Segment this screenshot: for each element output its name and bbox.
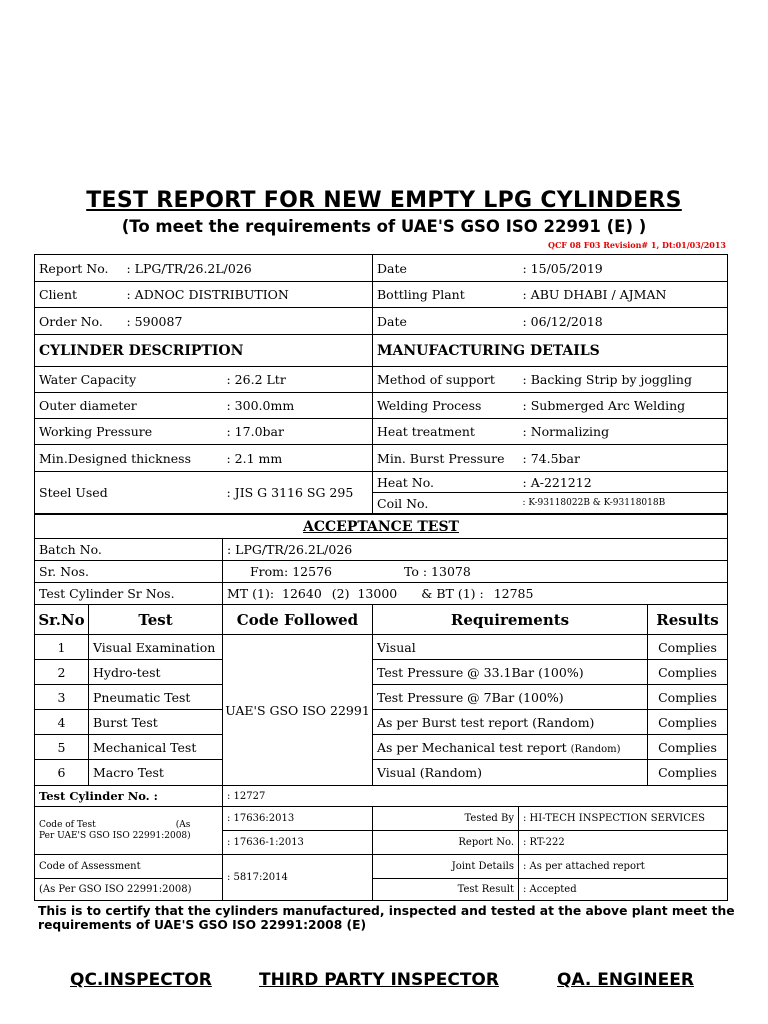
description-table [34,334,728,514]
batch-no-label: Batch No. [35,539,223,561]
welding-value: : Submerged Arc Welding [519,393,728,419]
table-row [35,660,728,685]
bt1-value: 12785 [493,586,534,601]
min-thickness-value: : 2.1 mm [223,445,373,472]
test-cylinder-no-value: : 12727 [223,786,728,807]
welding-label: Welding Process [373,393,519,419]
test-cylinder-sr-label: Test Cylinder Sr Nos. [35,583,223,605]
tests-table [34,604,728,786]
order-no-value: : 590087 [123,308,373,335]
tested-by-label: Tested By [373,807,519,831]
table-row [35,735,728,760]
table-row [35,539,728,561]
test-cell: Hydro-test [89,660,223,685]
date-value: : 15/05/2019 [519,255,728,282]
bt1-label: & BT (1) : [421,586,484,601]
table-row [35,255,728,282]
requirement-cell [373,685,648,710]
requirement-text: Visual [377,639,416,655]
mt2-label: (2) [331,586,350,601]
result-cell: Complies [648,660,728,685]
requirement-cell [373,635,648,660]
table-row [35,583,728,605]
water-capacity-value: : 26.2 Ltr [223,367,373,393]
client-value: : ADNOC DISTRIBUTION [123,282,373,308]
qa-engineer-signature: QA. ENGINEER [557,970,694,990]
bottling-plant-label: Bottling Plant [373,282,519,308]
result-cell: Complies [648,710,728,735]
table-row [35,855,728,879]
requirement-cell [373,735,648,760]
cylinder-description-heading: CYLINDER DESCRIPTION [35,335,373,367]
mt1-label: MT (1): [227,586,275,601]
sr-cell: 2 [35,660,89,685]
order-no-label: Order No. [35,308,123,335]
outer-diameter-value: : 300.0mm [223,393,373,419]
table-row [35,685,728,710]
test-result-value: : Accepted [519,879,728,901]
code-of-test-label [35,807,223,855]
col-requirements-header: Requirements [373,605,648,635]
table-row [35,367,728,393]
code-of-assessment-label-b: (As Per GSO ISO 22991:2008) [35,879,223,901]
certification-text: This is to certify that the cylinders manufactured, inspected and tested at the above plant meet the requirements of UAE'S GSO ISO 22991:2008 (E) [38,904,735,932]
tested-by-value: : HI-TECH INSPECTION SERVICES [519,807,728,831]
sr-cell: 1 [35,635,89,660]
table-row [35,445,728,472]
requirement-cell [373,660,648,685]
sr-cell: 4 [35,710,89,735]
report-no-value: : LPG/TR/26.2L/026 [123,255,373,282]
table-row [35,786,728,807]
report-no-label: Report No. [35,255,123,282]
acceptance-test-heading: ACCEPTANCE TEST [35,515,728,539]
to-value: 13078 [431,564,471,579]
code-of-test-1: : 17636:2013 [223,807,373,831]
table-row [35,605,728,635]
working-pressure-label: Working Pressure [35,419,223,445]
code-of-assessment-label: Code of Assessment [35,855,223,879]
from-value: 12576 [292,564,332,579]
result-cell: Complies [648,760,728,786]
manufacturing-details-heading: MANUFACTURING DETAILS [373,335,728,367]
test-cell: Macro Test [89,760,223,786]
col-test-header: Test [89,605,223,635]
joint-details-label: Joint Details [373,855,519,879]
code-followed-cell: UAE'S GSO ISO 22991 [223,635,373,786]
code-of-test-2: : 17636-1:2013 [223,831,373,855]
requirement-text: As per Mechanical test report [377,739,571,755]
report-no-value-2: : RT-222 [519,831,728,855]
test-cell: Pneumatic Test [89,685,223,710]
result-cell: Complies [648,685,728,710]
table-row [35,472,728,493]
report-no-label-2: Report No. [373,831,519,855]
requirement-note: (Random) [570,743,621,755]
requirement-text: As per Burst test report (Random) [377,714,595,730]
coil-no-label: Coil No. [373,493,519,514]
test-result-label: Test Result [373,879,519,901]
requirement-text: Visual (Random) [377,765,483,780]
sr-cell: 6 [35,760,89,786]
requirement-cell [373,760,648,786]
outer-diameter-label: Outer diameter [35,393,223,419]
col-results-header: Results [648,605,728,635]
batch-no-value: : LPG/TR/26.2L/026 [223,539,728,561]
report-title: TEST REPORT FOR NEW EMPTY LPG CYLINDERS [86,188,682,213]
test-cell: Mechanical Test [89,735,223,760]
table-row [35,393,728,419]
col-srno-header: Sr.No [35,605,89,635]
code-of-test-label-c: Per UAE'S GSO ISO 22991:2008) [39,830,191,841]
table-row [35,308,728,335]
requirement-text: Test Pressure @ 33.1Bar (100%) [377,664,584,680]
table-row [35,807,728,831]
table-row [35,710,728,735]
to-label: To : [403,564,428,579]
sr-cell: 3 [35,685,89,710]
min-thickness-label: Min.Designed thickness [35,445,223,472]
requirement-text: Test Pressure @ 7Bar (100%) [377,689,564,705]
date-label: Date [373,255,519,282]
code-of-test-label-a: Code of Test [39,819,96,830]
water-capacity-label: Water Capacity [35,367,223,393]
mt1-value: 12640 [282,586,322,601]
order-date-value: : 06/12/2018 [519,308,728,335]
acceptance-table [34,514,728,605]
table-row [35,335,728,367]
result-cell: Complies [648,635,728,660]
test-cylinder-sr-value [223,583,728,605]
test-cylinder-no-label: Test Cylinder No. : [35,786,223,807]
from-label: From: [250,564,289,579]
table-row [35,561,728,583]
table-row [35,879,728,901]
burst-pressure-value: : 74.5bar [519,445,728,472]
bottling-plant-value: : ABU DHABI / AJMAN [519,282,728,308]
order-date-label: Date [373,308,519,335]
test-cell: Burst Test [89,710,223,735]
joint-details-value: : As per attached report [519,855,728,879]
info-table [34,254,728,335]
client-label: Client [35,282,123,308]
method-value: : Backing Strip by joggling [519,367,728,393]
method-label: Method of support [373,367,519,393]
heat-treatment-value: : Normalizing [519,419,728,445]
requirement-cell [373,710,648,735]
sr-nos-label: Sr. Nos. [35,561,223,583]
sr-nos-value [223,561,728,583]
col-code-header: Code Followed [223,605,373,635]
table-row [35,282,728,308]
result-cell: Complies [648,735,728,760]
sr-cell: 5 [35,735,89,760]
coil-no-value: : K-93118022B & K-93118018B [519,493,728,514]
code-of-assessment-value: : 5817:2014 [223,855,373,901]
mt2-value: 13000 [357,586,398,601]
code-of-test-label-b: (As [175,819,191,830]
table-row [35,419,728,445]
third-party-inspector-signature: THIRD PARTY INSPECTOR [259,970,499,990]
heat-treatment-label: Heat treatment [373,419,519,445]
table-row [35,635,728,660]
burst-pressure-label: Min. Burst Pressure [373,445,519,472]
table-row [35,760,728,786]
table-row [35,515,728,539]
test-cell: Visual Examination [89,635,223,660]
heat-no-label: Heat No. [373,472,519,493]
qcf-reference: QCF 08 F03 Revision# 1, Dt:01/03/2013 [547,240,726,250]
working-pressure-value: : 17.0bar [223,419,373,445]
steel-used-value: : JIS G 3116 SG 295 [223,472,373,514]
heat-no-value: : A-221212 [519,472,728,493]
steel-used-label: Steel Used [35,472,223,514]
report-subtitle: (To meet the requirements of UAE'S GSO ISO 22991 (E) ) [121,217,647,236]
test-details-table [34,785,728,901]
qc-inspector-signature: QC.INSPECTOR [70,970,212,990]
